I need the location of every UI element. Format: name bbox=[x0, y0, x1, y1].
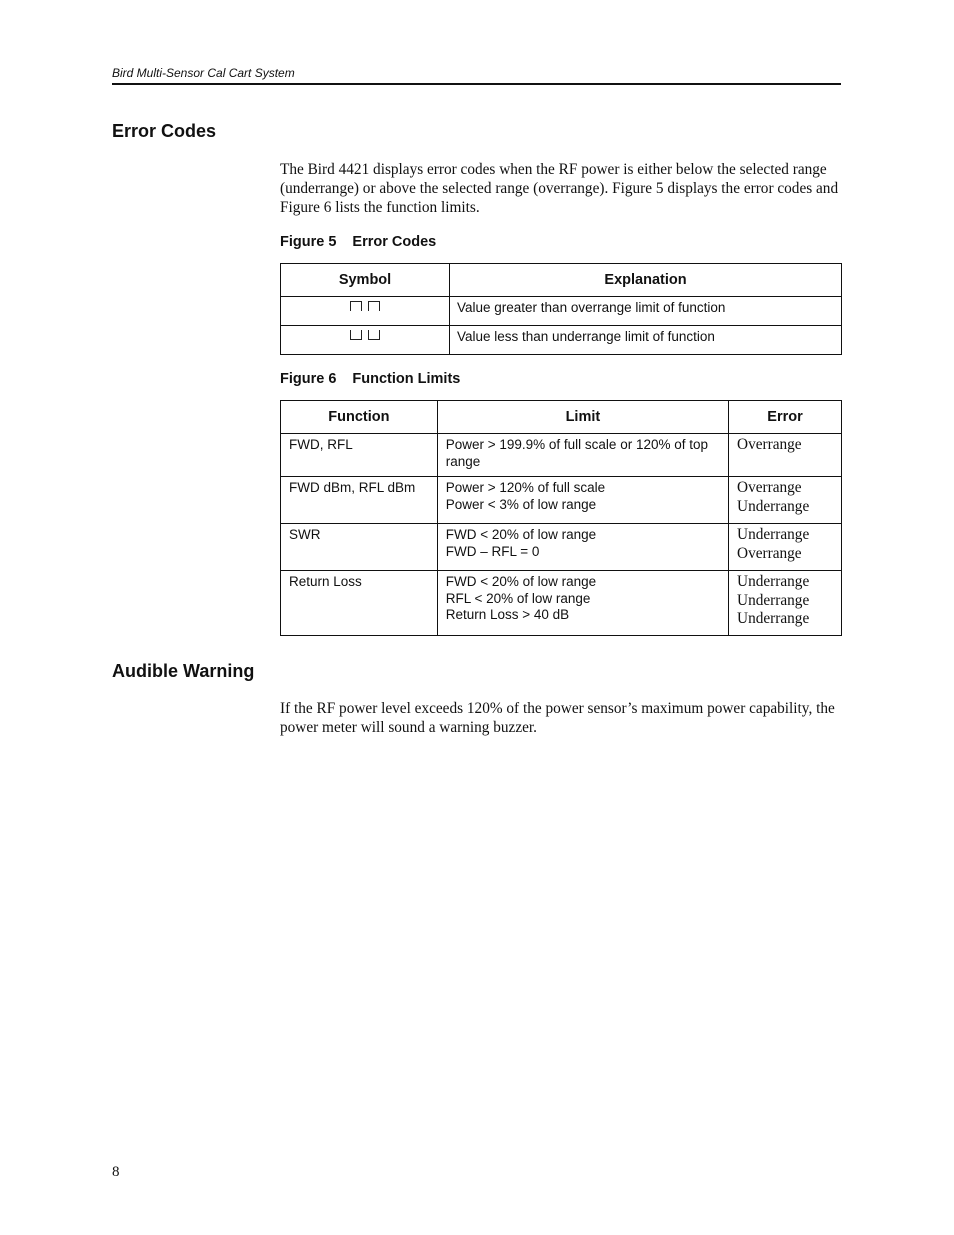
figure-5-title: Error Codes bbox=[352, 234, 437, 250]
table-header-row bbox=[281, 264, 842, 297]
error-codes-intro: The Bird 4421 displays error codes when the RF power is either below the selected range (underrange) or above the selected range (overrange). Figure 5 displays the error codes and Figure 6 lists the function limits. bbox=[280, 161, 839, 216]
function-cell: SWR bbox=[281, 524, 438, 571]
limit-line: Power < 3% of low range bbox=[445, 496, 597, 512]
running-header: Bird Multi-Sensor Cal Cart System bbox=[112, 66, 841, 85]
error-cell bbox=[729, 524, 842, 571]
explanation-cell: Value greater than overrange limit of function bbox=[450, 297, 842, 326]
limit-line: Power > 120% of full scale bbox=[445, 480, 606, 495]
column-header-function: Function bbox=[281, 401, 438, 434]
table-row bbox=[281, 326, 842, 355]
error-line: Overrange bbox=[737, 479, 802, 496]
table-row bbox=[281, 524, 842, 571]
figure-5-number: Figure 5 bbox=[280, 234, 337, 250]
audible-warning-body: If the RF power level exceeds 120% of the power sensor’s maximum power capability, the power meter will sound a warning buzzer. bbox=[280, 700, 835, 736]
figure-6-title: Function Limits bbox=[352, 371, 461, 387]
overrange-segments-icon bbox=[347, 297, 383, 312]
limit-line: Return Loss > 40 dB bbox=[445, 607, 570, 622]
table-row bbox=[281, 477, 842, 524]
limit-cell bbox=[437, 524, 728, 571]
limit-line: RFL < 20% of low range bbox=[445, 590, 591, 606]
figure-5-caption bbox=[280, 234, 436, 250]
column-header-limit: Limit bbox=[437, 401, 728, 434]
explanation-cell: Value less than underrange limit of function bbox=[450, 326, 842, 355]
limit-cell bbox=[437, 477, 728, 524]
column-header-symbol: Symbol bbox=[281, 264, 450, 297]
error-line: Overrange bbox=[737, 544, 802, 562]
table-header-row bbox=[281, 401, 842, 434]
function-cell: FWD dBm, RFL dBm bbox=[281, 477, 438, 524]
figure-6-caption bbox=[280, 371, 460, 387]
page-number: 8 bbox=[112, 1164, 120, 1180]
error-cell bbox=[729, 477, 842, 524]
limit-cell bbox=[437, 571, 728, 636]
error-codes-table bbox=[280, 263, 842, 355]
limit-line: Power > 199.9% of full scale or 120% of top range bbox=[445, 437, 708, 469]
function-cell: FWD, RFL bbox=[281, 434, 438, 477]
error-cell bbox=[729, 571, 842, 636]
table-row bbox=[281, 297, 842, 326]
section-heading-error-codes: Error Codes bbox=[112, 121, 217, 141]
table-row bbox=[281, 571, 842, 636]
symbol-cell bbox=[281, 326, 450, 355]
table-row bbox=[281, 434, 842, 477]
section-heading-audible-warning: Audible Warning bbox=[112, 661, 255, 681]
error-line: Underrange bbox=[737, 610, 810, 627]
limit-line: FWD < 20% of low range bbox=[445, 527, 597, 542]
error-line: Underrange bbox=[737, 497, 810, 515]
error-line: Underrange bbox=[737, 526, 810, 543]
error-line: Underrange bbox=[737, 573, 810, 590]
limit-line: FWD – RFL = 0 bbox=[445, 543, 540, 559]
symbol-cell bbox=[281, 297, 450, 326]
limit-cell bbox=[437, 434, 728, 477]
column-header-error: Error bbox=[729, 401, 842, 434]
limit-line: FWD < 20% of low range bbox=[445, 574, 597, 589]
error-cell bbox=[729, 434, 842, 477]
underrange-segments-icon bbox=[347, 326, 383, 341]
function-cell: Return Loss bbox=[281, 571, 438, 636]
function-limits-table bbox=[280, 400, 842, 636]
error-line: Underrange bbox=[737, 591, 810, 609]
figure-6-number: Figure 6 bbox=[280, 371, 337, 387]
error-line: Overrange bbox=[737, 436, 802, 453]
column-header-explanation: Explanation bbox=[450, 264, 842, 297]
